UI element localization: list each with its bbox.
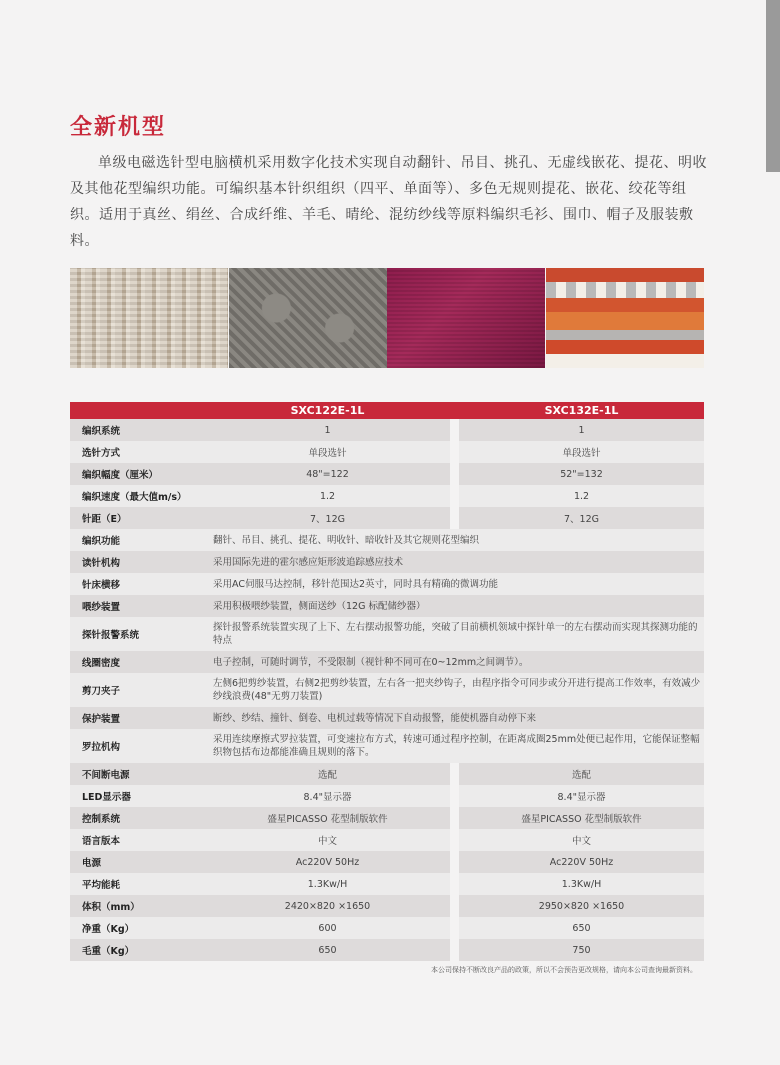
spec-label: 电源 [70, 851, 205, 873]
spec-row [70, 573, 704, 595]
spec-value-shared: 左侧6把剪纱装置，右侧2把剪纱装置，左右各一把夹纱钩子，由程序指令可同步或分开进行提高工作效率，有效减少纱线浪费(48"无剪刀装置) [205, 673, 704, 707]
spec-row [70, 485, 704, 507]
spec-value-model-b: 7、12G [459, 507, 704, 529]
spec-row [70, 651, 704, 673]
spec-row [70, 785, 704, 807]
spec-value-model-b: 选配 [459, 763, 704, 785]
spec-value-shared: 翻针、吊目、挑孔、提花、明收针、暗收针及其它规则花型编织 [205, 529, 704, 551]
spec-value-shared: 电子控制，可随时调节，不受限制（视针种不同可在0~12mm之间调节）。 [205, 651, 704, 673]
spec-value-shared: 断纱、纱结、撞针、倒卷、电机过载等情况下自动报警，能使机器自动停下来 [205, 707, 704, 729]
spec-label: 读针机构 [70, 551, 205, 573]
spec-row [70, 729, 704, 763]
header-model-b: SXC132E-1L [459, 402, 704, 419]
spec-label: 喂纱装置 [70, 595, 205, 617]
spec-table-header [70, 402, 704, 419]
spec-row [70, 707, 704, 729]
spec-value-model-b: 2950×820 ×1650 [459, 895, 704, 917]
spec-value-model-b: 650 [459, 917, 704, 939]
spec-value-model-b: 1.3Kw/H [459, 873, 704, 895]
spec-row [70, 529, 704, 551]
intro-paragraph: 单级电磁选针型电脑横机采用数字化技术实现自动翻针、吊目、挑孔、无虚线嵌花、提花、明收及其他花型编织功能。可编织基本针织组织（四平、单面等）、多色无规则提花、嵌花、绞花等组织。适用于真丝、绢丝、合成纤维、羊毛、晴纶、混纺纱线等原料编织毛衫、围巾、帽子及服装敷料。 [70, 155, 707, 249]
spec-value-model-a: 中文 [205, 829, 450, 851]
header-blank [70, 402, 205, 419]
spec-label: 毛重（Kg） [70, 939, 205, 961]
spec-row [70, 851, 704, 873]
spec-value-model-a: 2420×820 ×1650 [205, 895, 450, 917]
spec-label: 编织功能 [70, 529, 205, 551]
spec-value-model-b: 1.2 [459, 485, 704, 507]
spec-table [70, 402, 704, 961]
spec-label: 平均能耗 [70, 873, 205, 895]
spec-row [70, 463, 704, 485]
fabric-photo-rib [70, 268, 228, 368]
spec-value-model-b: 8.4"显示器 [459, 785, 704, 807]
spec-row [70, 551, 704, 573]
spec-label: 编织幅度（厘米） [70, 463, 205, 485]
spec-label: 针床横移 [70, 573, 205, 595]
page-edge-tab [766, 0, 780, 172]
spec-row [70, 763, 704, 785]
spec-value-model-b: 中文 [459, 829, 704, 851]
spec-row [70, 673, 704, 707]
spec-row [70, 617, 704, 651]
spec-label: 编织系统 [70, 419, 205, 441]
spec-row [70, 939, 704, 961]
spec-value-model-b: Ac220V 50Hz [459, 851, 704, 873]
spec-row [70, 895, 704, 917]
spec-value-model-b: 1 [459, 419, 704, 441]
fabric-photo-cable [229, 268, 387, 368]
spec-value-model-a: 600 [205, 917, 450, 939]
spec-value-model-a: 7、12G [205, 507, 450, 529]
spec-value-model-b: 52"=132 [459, 463, 704, 485]
spec-value-model-a: 48"=122 [205, 463, 450, 485]
spec-label: 针距（E） [70, 507, 205, 529]
spec-row [70, 917, 704, 939]
spec-value-model-a: 650 [205, 939, 450, 961]
fabric-photo-jacquard [546, 268, 704, 368]
spec-label: 控制系统 [70, 807, 205, 829]
fabric-photo-strip [70, 268, 704, 368]
spec-label: 语言版本 [70, 829, 205, 851]
spec-row [70, 595, 704, 617]
spec-label: 剪刀夹子 [70, 673, 205, 707]
spec-value-shared: 采用AC伺服马达控制，移针范围达2英寸，同时具有精确的微调功能 [205, 573, 704, 595]
spec-value-model-b: 单段选针 [459, 441, 704, 463]
spec-row [70, 507, 704, 529]
spec-row [70, 873, 704, 895]
page-title: 全新机型 [70, 115, 167, 140]
fabric-photo-magenta [387, 268, 545, 368]
spec-value-shared: 采用国际先进的霍尔感应矩形波追踪感应技术 [205, 551, 704, 573]
spec-label: 不间断电源 [70, 763, 205, 785]
spec-row [70, 441, 704, 463]
spec-value-shared: 采用积极喂纱装置，侧面送纱（12G 标配储纱器） [205, 595, 704, 617]
spec-value-shared: 采用连续摩擦式罗拉装置，可变速拉布方式，转速可通过程序控制，在距离成圈25mm处便已起作用，它能保证整幅织物包括布边都能准确且规则的落下。 [205, 729, 704, 763]
spec-value-model-a: 1.3Kw/H [205, 873, 450, 895]
spec-label: 体积（mm） [70, 895, 205, 917]
spec-label: 线圈密度 [70, 651, 205, 673]
spec-value-model-b: 盛星PICASSO 花型制版软件 [459, 807, 704, 829]
spec-label: 探针报警系统 [70, 617, 205, 651]
spec-value-model-a: 1 [205, 419, 450, 441]
spec-value-model-a: 选配 [205, 763, 450, 785]
spec-label: 选针方式 [70, 441, 205, 463]
spec-value-model-b: 750 [459, 939, 704, 961]
spec-value-model-a: 8.4"显示器 [205, 785, 450, 807]
spec-label: 净重（Kg） [70, 917, 205, 939]
footnote: 本公司保持不断改良产品的政策，所以不会预告更改规格，请向本公司查询最新资料。 [431, 966, 697, 974]
spec-value-model-a: Ac220V 50Hz [205, 851, 450, 873]
spec-value-model-a: 单段选针 [205, 441, 450, 463]
spec-value-shared: 探针报警系统装置实现了上下、左右摆动报警功能，突破了目前横机领域中探针单一的左右摆动而实现其探测功能的特点 [205, 617, 704, 651]
spec-label: 罗拉机构 [70, 729, 205, 763]
spec-row [70, 419, 704, 441]
spec-label: 保护装置 [70, 707, 205, 729]
spec-label: LED显示器 [70, 785, 205, 807]
spec-label: 编织速度（最大值m/s） [70, 485, 205, 507]
header-model-a: SXC122E-1L [205, 402, 450, 419]
spec-value-model-a: 盛星PICASSO 花型制版软件 [205, 807, 450, 829]
spec-value-model-a: 1.2 [205, 485, 450, 507]
spec-row [70, 807, 704, 829]
spec-row [70, 829, 704, 851]
